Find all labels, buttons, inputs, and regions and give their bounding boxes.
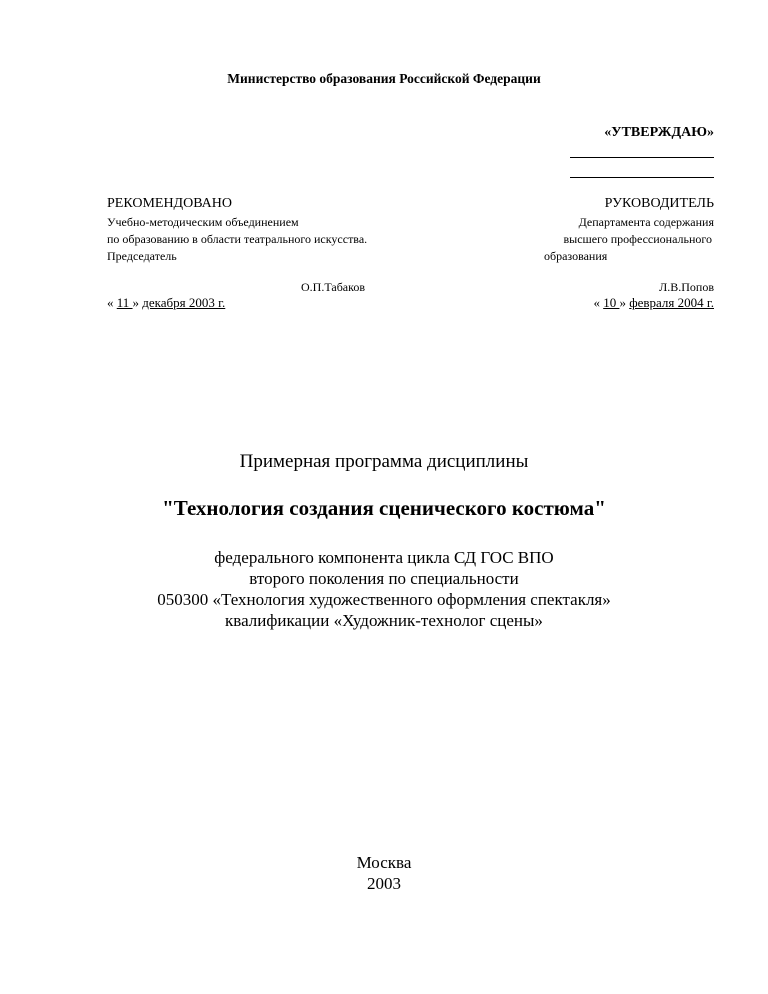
- right-date: [593, 295, 714, 311]
- left-date-month-year: декабря 2003 г.: [142, 295, 226, 310]
- approval-signature-line-1: [570, 157, 714, 158]
- subtitle-line-3: 050300 «Технология художественного оформления спектакля»: [157, 590, 611, 609]
- director-line-2: высшего профессионального: [563, 232, 712, 246]
- footer-year: 2003: [367, 874, 401, 893]
- left-signatory: О.П.Табаков: [301, 280, 366, 294]
- left-date-close: »: [132, 295, 143, 310]
- director-heading: РУКОВОДИТЕЛЬ: [604, 196, 714, 211]
- right-date-close: »: [619, 295, 630, 310]
- director-line-3: образования: [544, 249, 608, 263]
- right-signatory: Л.В.Попов: [659, 280, 714, 294]
- recommended-line-1: Учебно-методическим объединением: [107, 215, 299, 229]
- subtitle-line-2: второго поколения по специальности: [249, 569, 519, 588]
- program-title: Примерная программа дисциплины: [239, 451, 529, 472]
- approve-stamp: «УТВЕРЖДАЮ»: [604, 125, 714, 140]
- subtitle-line-4: квалификации «Художник-технолог сцены»: [225, 611, 543, 630]
- subtitle-line-1: федерального компонента цикла СД ГОС ВПО: [214, 548, 554, 567]
- recommended-line-3: Председатель: [107, 249, 177, 263]
- director-line-1: Департамента содержания: [578, 215, 714, 229]
- right-date-day: 10: [603, 295, 620, 310]
- right-date-month-year: февраля 2004 г.: [629, 295, 714, 310]
- left-date-open: «: [107, 295, 117, 310]
- right-date-open: «: [593, 295, 604, 310]
- approval-signature-line-2: [570, 177, 714, 178]
- recommended-heading: РЕКОМЕНДОВАНО: [107, 196, 232, 211]
- footer-city: Москва: [356, 853, 412, 872]
- discipline-title: "Технология создания сценического костюма": [162, 496, 606, 520]
- ministry-heading: Министерство образования Российской Федерации: [227, 71, 541, 86]
- left-date-day: 11: [116, 295, 133, 310]
- left-date: [107, 295, 225, 311]
- recommended-line-2: по образованию в области театрального искусства.: [107, 232, 368, 246]
